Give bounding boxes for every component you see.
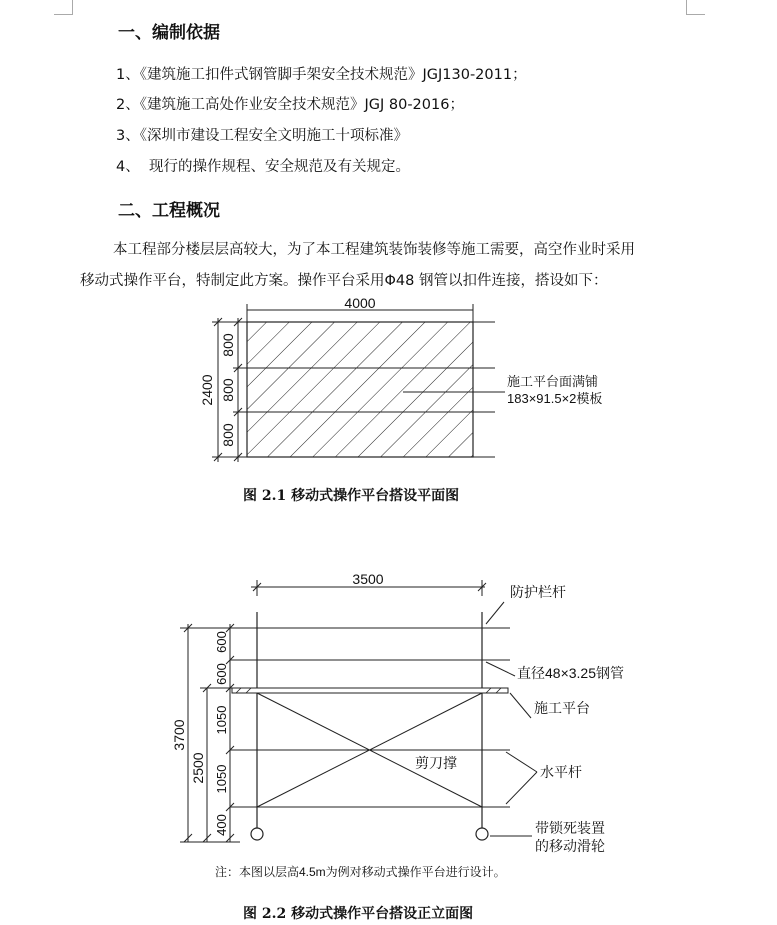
right-wheel bbox=[476, 828, 488, 840]
platform-board bbox=[232, 688, 508, 693]
horizontal-bar-label: 水平杆 bbox=[540, 764, 582, 780]
page-corner-mark-right bbox=[686, 0, 705, 15]
elevation-dim-600-top: 600 bbox=[214, 631, 229, 653]
elevation-dim-400: 400 bbox=[214, 814, 229, 836]
elevation-view-drawing bbox=[0, 565, 777, 885]
overview-paragraph-line-2: 移动式操作平台，特制定此方案。操作平台采用Φ48 钢管以扣件连接，搭设如下： bbox=[80, 273, 608, 289]
section1-title: 一、编制依据 bbox=[118, 23, 220, 43]
elevation-dim-600-second: 600 bbox=[214, 663, 229, 685]
plan-note-line-2: 183×91.5×2模板 bbox=[507, 391, 603, 406]
platform-label: 施工平台 bbox=[534, 700, 590, 716]
pipe-label: 直径48×3.25钢管 bbox=[517, 665, 624, 681]
plan-width-dimension: 4000 bbox=[344, 295, 376, 311]
figure2-caption: 图 2.2 移动式操作平台搭设正立面图 bbox=[243, 906, 474, 922]
elevation-total-dimension: 3700 bbox=[171, 719, 187, 751]
elevation-width-dimension: 3500 bbox=[352, 571, 384, 587]
elevation-dim-1050-lower: 1050 bbox=[214, 764, 229, 794]
plan-bay-dimension-2: 800 bbox=[220, 378, 236, 402]
elevation-note: 注：本图以层高4.5m为例对移动式操作平台进行设计。 bbox=[215, 865, 506, 879]
plan-total-dimension: 2400 bbox=[199, 374, 215, 406]
section2-title: 二、工程概况 bbox=[118, 201, 220, 221]
wheel-label-line-1: 带锁死装置 bbox=[535, 820, 605, 836]
plan-platform-hatched bbox=[247, 322, 473, 457]
plan-bay-dimension-1: 800 bbox=[220, 333, 236, 357]
elevation-dim-1050-upper: 1050 bbox=[214, 705, 229, 735]
plan-bay-dimension-3: 800 bbox=[220, 423, 236, 447]
reference-item-3: 3、《深圳市建设工程安全文明施工十项标准》 bbox=[116, 128, 408, 144]
figure1-caption: 图 2.1 移动式操作平台搭设平面图 bbox=[243, 488, 460, 504]
scissor-brace-label: 剪刀撑 bbox=[415, 755, 457, 771]
reference-item-1: 1、《建筑施工扣件式钢管脚手架安全技术规范》JGJ130-2011； bbox=[116, 67, 527, 83]
left-wheel bbox=[251, 828, 263, 840]
plan-note-line-1: 施工平台面满铺 bbox=[507, 374, 599, 389]
wheel-label-line-2: 的移动滑轮 bbox=[535, 838, 605, 854]
plan-view-drawing bbox=[0, 290, 777, 475]
guardrail-label: 防护栏杆 bbox=[510, 584, 566, 600]
overview-paragraph-line-1: 本工程部分楼层层高较大，为了本工程建筑装饰装修等施工需要，高空作业时采用 bbox=[113, 242, 635, 258]
reference-item-4: 4、 现行的操作规程、安全规范及有关规定。 bbox=[116, 159, 410, 175]
page-corner-mark-left bbox=[54, 0, 73, 15]
elevation-lower-dimension: 2500 bbox=[190, 752, 206, 784]
reference-item-2: 2、《建筑施工高处作业安全技术规范》JGJ 80-2016； bbox=[116, 97, 464, 113]
